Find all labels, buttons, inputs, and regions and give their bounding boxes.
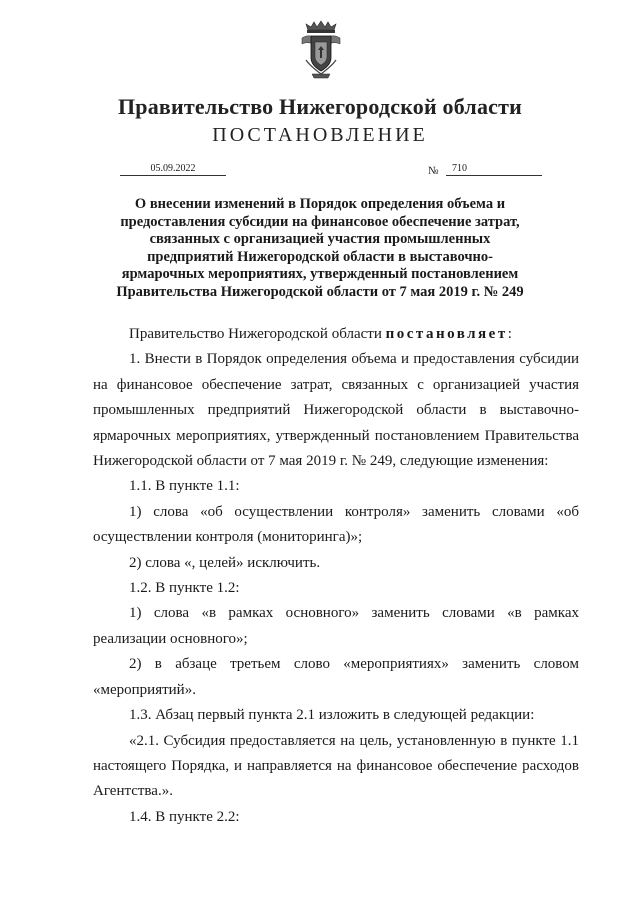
document-date: 05.09.2022 [120, 163, 226, 176]
heading-line: ярмарочных мероприятиях, утвержденный постановлением [121, 266, 519, 282]
preamble-paragraph [93, 322, 579, 347]
body-paragraph: 1) слова «об осуществлении контроля» заменить словами «об осуществлении контроля (мониторинга)»; [93, 503, 579, 546]
body-paragraph: 1.3. Абзац первый пункта 2.1 изложить в следующей редакции: [129, 707, 535, 724]
body-paragraph: 1) слова «в рамках основного» заменить словами «в рамках реализации основного»; [93, 605, 579, 647]
preamble-colon: : [507, 326, 512, 342]
body-paragraph: «2.1. Субсидия предоставляется на цель, установленную в пункте 1.1 настоящего Порядка, и направляется на финансовое обеспечение расходов Агентства.». [93, 732, 579, 800]
document-body [93, 322, 579, 830]
body-paragraph: 1.1. В пункте 1.1: [129, 478, 240, 495]
number-label: № [428, 165, 439, 177]
heading-line: предприятий Нижегородской области в выставочно- [147, 248, 493, 265]
body-paragraph: 2) в абзаце третьем слово «мероприятиях» заменить словом «мероприятий». [93, 656, 579, 698]
body-paragraph: 1.2. В пункте 1.2: [129, 580, 240, 597]
document-type: ПОСТАНОВЛЕНИЕ [212, 124, 428, 146]
heading-line: связанных с организацией участия промышленных [149, 231, 491, 247]
heading-line: Правительства Нижегородской области от 7 мая 2019 г. № 249 [116, 283, 524, 300]
body-paragraph: 1. Внести в Порядок определения объема и предоставления субсидии на финансовое обеспечение затрат, связанных с организацией участия промышленных предприятий Нижегородской области в выставочно-ярмарочных мероприятиях, утвержденный постановлением Правительства Нижегородской области от 7 мая 2019 г. № 249, следующие изменения: [93, 351, 579, 470]
document-number: 710 [446, 163, 542, 176]
document-heading [100, 196, 540, 301]
preamble-verb: постановляет [385, 326, 508, 342]
body-paragraph: 1.4. В пункте 2.2: [129, 808, 240, 825]
preamble-subject: Правительство Нижегородской области [129, 326, 386, 342]
heading-line: О внесении изменений в Порядок определения объема и [134, 196, 506, 212]
heading-line: предоставления субсидии на финансовое обеспечение затрат, [120, 213, 520, 230]
coat-of-arms-emblem [300, 20, 342, 82]
body-paragraph: 2) слова «, целей» исключить. [129, 554, 321, 571]
government-title: Правительство Нижегородской области [117, 94, 522, 119]
